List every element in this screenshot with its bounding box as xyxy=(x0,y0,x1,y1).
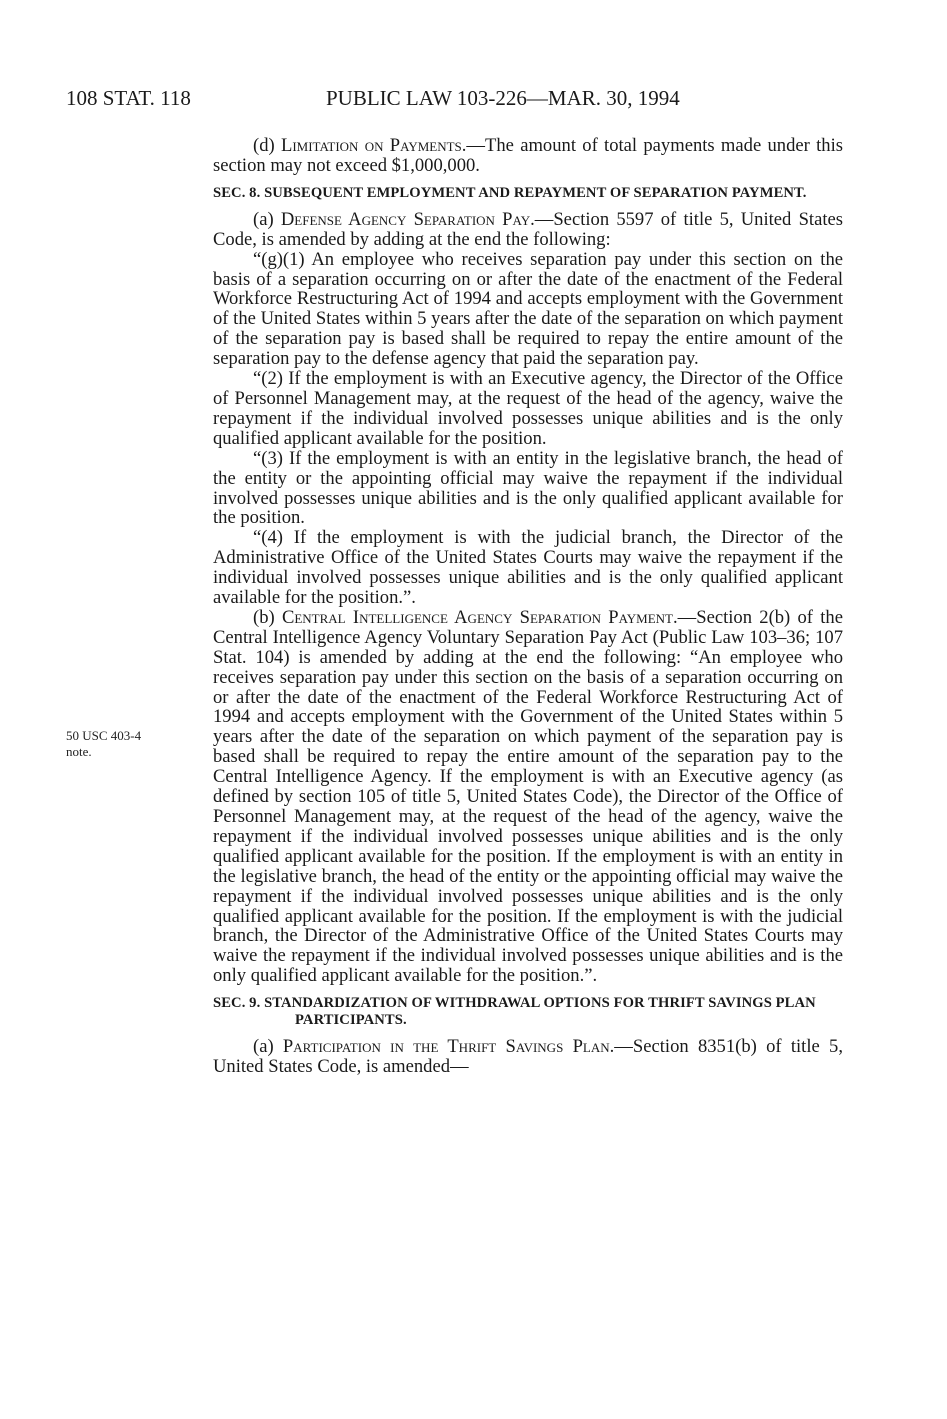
subsection-d-limitation xyxy=(213,136,843,176)
paragraph-g2: “(2) If the employment is with an Executive agency, the Director of the Office of Personnel Management may, at the request of the head of the agency, waive the repayment if the individual involved possesses unique abilities and is the only qualified applicant available for the position. xyxy=(213,368,843,449)
page-header xyxy=(0,86,947,116)
statute-body xyxy=(213,136,843,1077)
section-8-subsection-a xyxy=(213,210,843,250)
subsection-label: (a) xyxy=(253,1036,283,1058)
subsection-heading: Central Intelligence Agency Separation Payment. xyxy=(281,606,678,628)
subsection-label: (d) xyxy=(253,135,281,156)
subsection-text: —The amount of total payments made under this section may not exceed $1,000,000. xyxy=(213,135,843,176)
section-9-heading: SEC. 9. STANDARDIZATION OF WITHDRAWAL OPTIONS FOR THRIFT SAVINGS PLAN PARTICIPANTS. xyxy=(213,995,816,1029)
subsection-heading: Limitation on Payments. xyxy=(280,135,467,156)
paragraph-g4: “(4) If the employment is with the judicial branch, the Director of the Administrative Office of the United States Courts may waive the repayment if the individual involved possesses unique abilities and is the only qualified applicant available for the position.”. xyxy=(213,527,843,609)
subsection-heading: Participation in the Thrift Savings Plan. xyxy=(282,1036,615,1058)
section-8-subsection-b xyxy=(213,608,843,986)
subsection-label: (a) xyxy=(253,208,281,230)
subsection-heading: Defense Agency Separation Pay. xyxy=(280,208,535,230)
subsection-text: —Section 5597 of title 5, United States Code, is amended by adding at the end the following: xyxy=(213,208,843,250)
stat-reference: 108 STAT. 118 xyxy=(66,86,191,110)
margin-note xyxy=(66,728,141,760)
subsection-text: —Section 2(b) of the Central Intelligence Agency Voluntary Separation Pay Act (Public Law 103–36; 107 Stat. 104) is amended by adding at the end the following: “An employee who receives separation pay under this section on the basis of a separation occurring on or after the date of the enactment of the Federal Workforce Restructuring Act of 1994 and accepts employment with the Government of the United States within 5 years after the date of the separation on which payment of the separation pay is based shall be required to repay the entire amount of the separation pay to the Central Intelligence Agency. If the employment is with an Executive agency (as defined by section 105 of title 5, United States Code), the Director of the Office of Personnel Management may, at the request of the head of the agency, waive the repayment if the individual involved possesses unique abilities and is the only qualified applicant available for the position. If the employment is with an entity in the legislative branch, the head of the entity or the appointing official may waive the repayment if the individual involved possesses unique abilities and is the only qualified applicant available for the position. If the employment is with the judicial branch, the Director of the Administrative Office of the United States Courts may waive the repayment if the individual involved possesses unique abilities and is the only qualified applicant available for the position.”. xyxy=(213,606,843,987)
paragraph-g1: “(g)(1) An employee who receives separation pay under this section on the basis of a separation occurring on or after the date of the enactment of the Federal Workforce Restructuring Act of 1994 and accepts employment with the Government of the United States within 5 years after the date of the separation on which payment of the separation pay is based shall be required to repay the entire amount of the separation pay to the defense agency that paid the separation pay. xyxy=(213,248,843,370)
margin-note-label: note. xyxy=(66,744,92,759)
public-law-reference: PUBLIC LAW 103-226—MAR. 30, 1994 xyxy=(326,86,680,110)
subsection-label: (b) xyxy=(253,606,282,628)
section-9-subsection-a xyxy=(213,1037,843,1077)
paragraph-g3: “(3) If the employment is with an entity in the legislative branch, the head of the entity or the appointing official may waive the repayment if the individual involved possesses unique abilities and is the only qualified applicant available for the position. xyxy=(213,447,843,529)
subsection-text: —Section 8351(b) of title 5, United States Code, is amended— xyxy=(213,1036,843,1078)
section-8-heading: SEC. 8. SUBSEQUENT EMPLOYMENT AND REPAYMENT OF SEPARATION PAYMENT. xyxy=(213,184,807,201)
margin-note-citation: 50 USC 403-4 xyxy=(66,728,142,743)
